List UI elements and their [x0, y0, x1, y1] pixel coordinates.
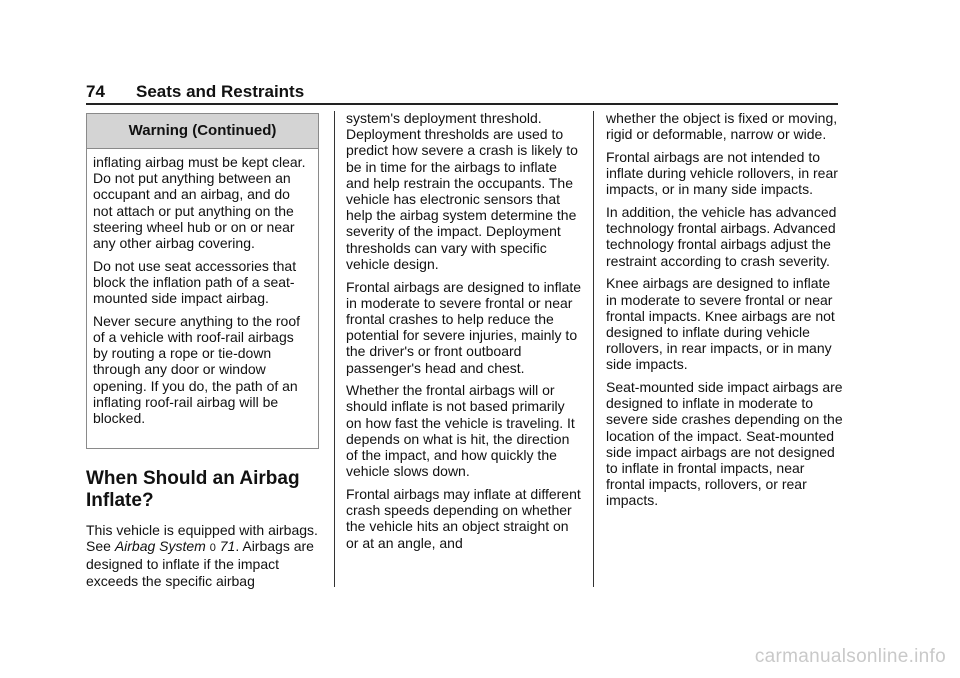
warning-body — [87, 149, 318, 426]
intro-paragraph — [86, 522, 324, 589]
warning-title: Warning (Continued) — [87, 114, 318, 149]
column-divider-2 — [593, 111, 594, 587]
warning-paragraph: Do not use seat accessories that block the inflation path of a seat-mounted side impact airbag. — [93, 257, 297, 307]
page-number: 74 — [86, 82, 105, 101]
column-3 — [606, 110, 844, 515]
intro-text-before: This vehicle is equipped with airbags. See — [86, 522, 318, 555]
column-2 — [346, 110, 584, 557]
body-paragraph: Frontal airbags are designed to inflate in moderate to severe frontal or near frontal crashes to help reduce the potential for severe injuries, mainly to the driver's or front outboard passenger's head and chest. — [346, 278, 582, 376]
cross-reference-link[interactable]: Airbag System — [114, 538, 206, 555]
page-ref-arrow-icon: 0 — [209, 542, 216, 555]
column-divider-1 — [334, 111, 335, 587]
warning-box — [86, 113, 319, 449]
body-paragraph: Frontal airbags may inflate at different crash speeds depending on whether the vehicle hits an object straight on or at an angle, and — [346, 485, 581, 551]
section-heading: When Should an Airbag Inflate? — [86, 468, 300, 511]
warning-paragraph: Never secure anything to the roof of a vehicle with roof-rail airbags by routing a rope or tie-down through any door or window opening. If you do, the path of an inflating roof-rail airbag will be blocked. — [93, 312, 301, 427]
warning-paragraph: inflating airbag must be kept clear. Do not put anything between an occupant and an airbag, and do not attach or put anything on the steering wheel hub or on or near any other airbag covering. — [93, 154, 306, 252]
cross-reference-page[interactable]: 71 — [219, 538, 236, 555]
section-title: Seats and Restraints — [136, 82, 305, 101]
body-paragraph: Frontal airbags are not intended to inflate during vehicle rollovers, in rear impacts, or in many side impacts. — [606, 148, 838, 198]
body-paragraph: Seat-mounted side impact airbags are designed to inflate in moderate to severe side crashes depending on the location of the impact. Seat-mounted side impact airbags are not designed to inflate in frontal impacts, near frontal impacts, rollovers, or rear impacts. — [606, 379, 843, 509]
body-paragraph: Knee airbags are designed to inflate in moderate to severe frontal or near frontal impacts. Knee airbags are not designed to inflate during vehicle rollovers, in rear impacts, or in many side impacts. — [606, 275, 835, 373]
intro-text-after: . Airbags are designed to inflate if the impact exceeds the specific airbag — [86, 538, 314, 589]
body-paragraph: system's deployment threshold. Deployment thresholds are used to predict how severe a crash is likely to be in time for the airbags to inflate and help restrain the occupants. The vehicle has electronic sensors that help the airbag system determine the severity of the impact. Deployment thresholds can vary with specific vehicle design. — [346, 110, 578, 272]
page-header — [86, 82, 838, 104]
body-paragraph: Whether the frontal airbags will or should inflate is not based primarily on how fast the vehicle is traveling. It depends on what is hit, the direction of the impact, and how quickly the vehicle slows down. — [346, 382, 575, 480]
body-paragraph: In addition, the vehicle has advanced technology frontal airbags. Advanced technology frontal airbags adjust the restraint according to crash severity. — [606, 204, 837, 269]
column-1 — [86, 468, 324, 595]
header-rule — [86, 103, 838, 105]
watermark: carmanualsonline.info — [754, 646, 946, 667]
body-paragraph: whether the object is fixed or moving, rigid or deformable, narrow or wide. — [606, 110, 838, 143]
